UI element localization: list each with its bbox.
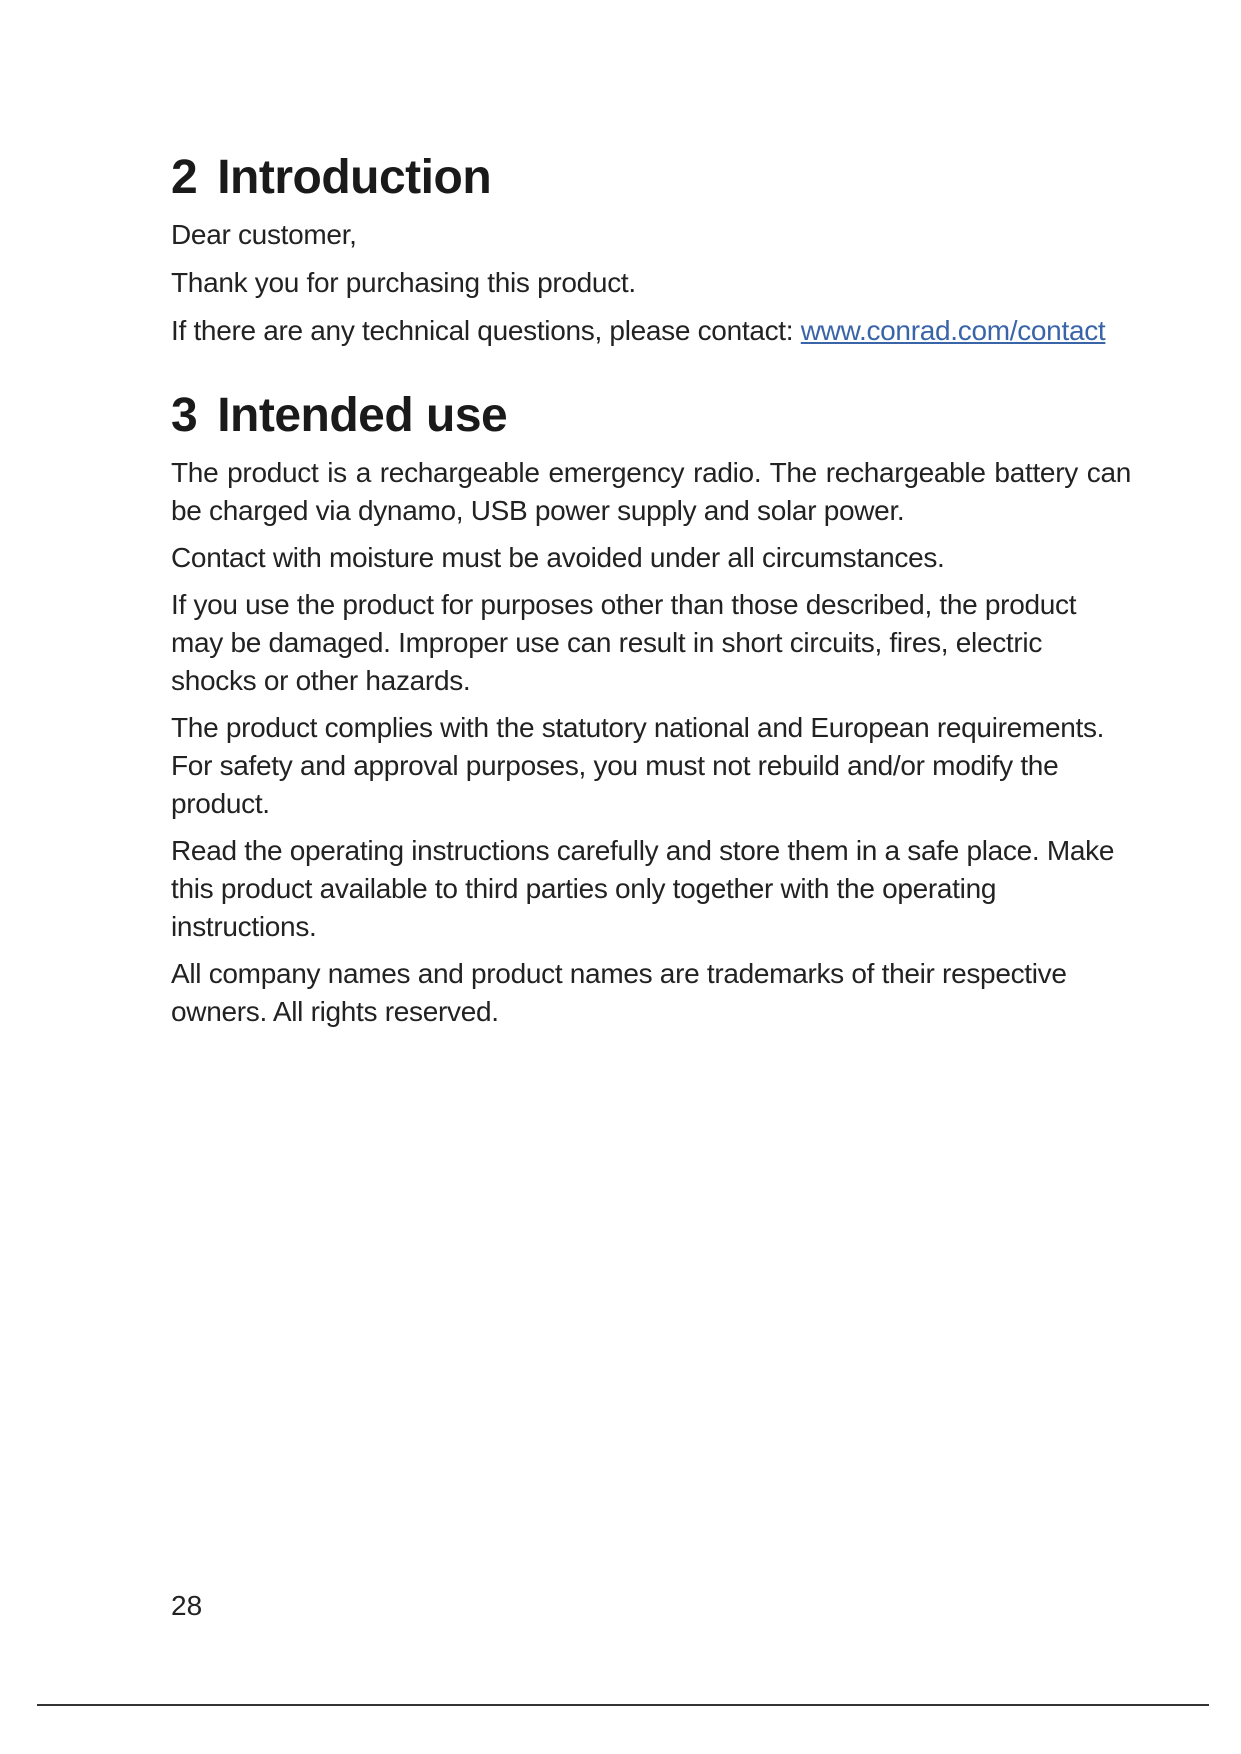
thanks-text: Thank you for purchasing this product. xyxy=(171,267,636,298)
contact-text: If there are any technical questions, please contact: xyxy=(171,315,801,346)
introduction-title: Introduction xyxy=(217,151,492,204)
intended-use-title: Intended use xyxy=(217,389,508,442)
greeting-text: Dear customer, xyxy=(171,219,357,250)
intended-use-heading xyxy=(171,388,1131,444)
intended-use-paragraph-product: The product is a rechargeable emergency radio. The rechargeable battery can be charged via dynamo, USB power supply and solar power. xyxy=(171,457,1131,526)
page-number: 28 xyxy=(171,1590,203,1621)
introduction-heading xyxy=(171,150,1131,206)
intended-use-paragraph-moisture: Contact with moisture must be avoided under all circumstances. xyxy=(171,542,945,573)
intended-use-paragraph-improper-use: If you use the product for purposes other than those described, the product may be damaged. Improper use can result in short circuits, fires, electric shocks or other hazards. xyxy=(171,589,1077,696)
intended-use-paragraph-trademarks: All company names and product names are trademarks of their respective owners. All rights reserved. xyxy=(171,958,1067,1027)
introduction-section-number: 2 xyxy=(171,151,198,204)
footer-divider xyxy=(37,1704,1209,1706)
intended-use-section xyxy=(171,388,1131,1031)
contact-link[interactable]: www.conrad.com/contact xyxy=(800,315,1106,346)
intended-use-paragraph-compliance: The product complies with the statutory national and European requirements. For safety and approval purposes, you must not rebuild and/or modify the product. xyxy=(171,712,1105,819)
contact-paragraph xyxy=(171,312,1131,350)
intended-use-paragraph-instructions: Read the operating instructions carefully and store them in a safe place. Make this product available to third parties only together with the operating instructions. xyxy=(171,835,1115,942)
intended-use-section-number: 3 xyxy=(171,389,198,442)
introduction-section xyxy=(171,150,1131,350)
page-content xyxy=(171,150,1131,1040)
